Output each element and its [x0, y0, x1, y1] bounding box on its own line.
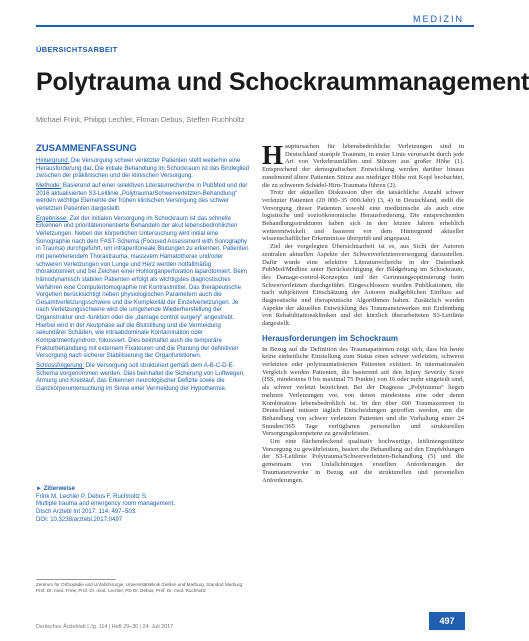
abstract-results: [36, 216, 250, 361]
body-paragraph: In Bezug auf die Definition des Traumapatienten zeigt sich, dass bis heute keine einheitliche Einstellung zum Status eines schwer verletzten, schwerst verletzten oder polytraumatisierten Patienten existiert. In internationalen Vergleich werden Patienten, die basierend auf den Injury Severity Score (ISS, mindestens 0 bis maximal 75 Punkte) von 16 oder mehr eingeteilt sind, als schwer verletzt bezeichnet. Bei der Diagnose „Polytrauma“ liegen mehrere Verletzungen vor, von denen mindestens eine oder deren Kombination lebensbedrohlich ist. In den über 600 Traumazentren in Deutschland müssen täglich Entscheidungen getroffen werden, um die Behandlung von schwer verletzten Patienten und die Vorhaltung einer 24 Stunden/365 Tage verfügbaren personellen und strukturellen Versorgungskompetenz zu gewährleisten.: [262, 345, 464, 438]
article-kicker: ÜBERSICHTSARBEIT: [36, 45, 118, 54]
citation-doi[interactable]: DOI: 10.3238/arztebl.2017.0497: [36, 516, 123, 523]
abstract-conclusion: [36, 363, 250, 394]
method-label: Methode:: [36, 182, 62, 189]
results-text: Ziel der initialen Versorgung im Schockraum ist das schnelle Erkennen und prioritätenorientierte Behandeln der akut lebensbedrohlichen Verletzungen. Neben der körperlichen Untersuchung wird initial eine Sonographie nach dem FAST-Schema (Focused Assessment with Sonography in Trauma) durchgeführt, um intraperitoneale Blutungen zu erkennen. Patienten mit penetrierendem Thoraxtrauma, massivem Hämatothorax und/oder schweren Verletzungen von Lunge und Herz werden notfallmäßig thorakotomiert und bei Zeichen einer Hohlorganperforation laparotomiert. Beim hämodynamisch stabilen Patienten erfolgt als wichtigstes diagnostisches Verfahren eine Computertomographie mit Kontrastmittel. Das therapeutische Vorgehen berücksichtigt neben physiologischen Parametern auch die Gesamtverletzungsschwere und die Komplexität der Einzelverletzungen. Je nach Verletzungsschwere wird die umgehende Wiederherstellung der Organstruktur und -funktion oder die „damage control surgery“ angestrebt. Hierbei wird in der Akutphase auf die Blutstillung und die Vermeidung sekundärer Schäden, wie intraabdominale Kontamination oder Kompartmentsyndrom, fokussiert. Dies beinhaltet auch die temporäre Frakturbehandlung mit externem Fixateuren und die Planung der definitiven Versorgung nach sicherer Stabilisierung der Organfunktionen.: [36, 215, 249, 360]
journal-footer: Deutsches Ärzteblatt | Jg. 114 | Heft 29–30 | 24. Juli 2017: [36, 624, 174, 630]
abstract-heading: ZUSAMMENFASSUNG: [36, 143, 137, 154]
section-label: MEDIZIN: [413, 14, 464, 24]
author-list: Michael Frink, Philipp Lechler, Florian Debus, Steffen Ruchholtz: [36, 115, 245, 124]
background-label: Hintergrund:: [36, 158, 70, 164]
conclusion-label: Schlussfolgerung:: [36, 363, 85, 370]
citation-journal: Dtsch Arztebl Int 2017; 114: 497–503.: [36, 508, 137, 515]
header-rule: [36, 25, 474, 27]
method-text: Basierend auf einer selektiven Literaturrecherche in PubMed und der 2016 aktualisierten S3-Leitlinie „Polytrauma/Schwerverletzten-Behandlung“ werden wichtige Elemente der frühen klinischen Versorgung des schwer verletzten Patienten dargestellt.: [36, 182, 248, 212]
results-label: Ergebnisse:: [36, 215, 68, 222]
citation-title: Multiple trauma and emergency room management.: [36, 501, 175, 508]
abstract-method: [36, 183, 250, 214]
section-subheading: Herausforderungen im Schockraum: [262, 333, 399, 343]
background-text: Die Versorgung schwer verletzter Patienten stellt weiterhin eine Herausforderung dar. Die initiale Behandlung im Schockraum ist das Bindeglied zwischen der präklinischen und der klinischen Versorgung.: [36, 158, 250, 180]
abstract-background: [36, 158, 250, 181]
body-text: auptursachen für lebensbedrohliche Verletzungen sind in Deutschland stumpfe Traumen, in erster Linie verursacht durch jede Art von Verkehrsunfällen und Stürzen aus großer Höhe (1). Entsprechend der demografischen Entwicklung werden darüber hinaus zunehmend ältere Patienten Stürze aus niedriger Höhe mit Kopf beobachtet, die zu schweren Schädel-Hirn-Traumata führen (2).: [262, 143, 464, 189]
drop-cap: H: [262, 140, 284, 170]
abstract-box: [36, 143, 250, 396]
footnote-rule: [36, 579, 116, 580]
body-column: [262, 140, 464, 484]
citation-authors: Frink M, Lechler P, Debus F, Ruchholtz S:: [36, 493, 148, 500]
arrow-right-icon: ►: [36, 486, 42, 492]
body-paragraph: Trotz der aktuellen Diskussion über die tatsächliche Anzahl schwer verletzter Patienten (20 000–35 000/Jahr) (3, 4) in Deutschland, stellt die Versorgung dieser Patienten sowohl eine medizinische als auch eine logistische und sozioökonomische Herausforderung. Die entsprechenden Behandlungsstrukturen haben sich in den letzten Jahren erheblich weiterentwickelt und basieren vor dem Hintergrund aktueller wissenschaftlicher Erkenntnisse überprüft und angepasst.: [262, 189, 464, 243]
citation-block: [36, 486, 236, 524]
conclusion-text: Die Versorgung soll strukturiert gemäß dem A-B-C-D-E-Schema vorgenommen werden. Dies beinhaltet die Sicherung von Luftwegen, Atmung und Kreislauf, das Erkennen neurologischer Defizite sowie die Ganzkörperuntersuchung im Sinne einer Vermeidung der Hypothermie.: [36, 363, 245, 393]
affiliation-footnote: Zentrum für Orthopädie und Unfallchirurgie, Universitätsklinik Gießen und Marburg, Standort Marburg: Prof. Dr. med. Frink, Prof. Dr. med. Lechler, PD Dr. Debus, Prof. Dr. med. Ruchholtz: [36, 582, 244, 593]
article-title: Polytrauma und Schockraummanagement: [36, 68, 529, 96]
page-number: 497: [429, 612, 465, 630]
body-paragraph: [262, 140, 464, 189]
citation-heading-row: [36, 486, 236, 494]
body-paragraph: Um eine flächendeckend qualitativ hochwertige, leitliniengestützte Versorgung zu gewährleisten, basiert die Behandlung auf den Empfehlungen der S3-Leitlinie Polytrauma/Schwerverletzten-Behandlung (5) und die gemeinsam von Unfallchirurgen erstellten Anforderungen der Traumanetzwerke in Bezug auf die strukturellen und personellen Anforderungen.: [262, 438, 464, 484]
body-paragraph: Ziel der vorgelegten Übersichtsarbeit ist es, aus Sicht der Autoren zentralen aktuellen Aspekte der Schwerverletztenversorgung darzustellen. Dafür wurde eine selektive Literaturrecherche in der Datenbank PubMed/Medline unter Berücksichtigung der Bildgebung im Schockraum, des Damage-control-Konzeptes und der Gerinnungsoptimierung beim Schwerverletzten durchgeführt. Eingeschlossen wurden Publikationen, die nach subjektiven Einschätzung der Autoren maßgeblichen Einfluss auf diagnostische und therapeutische Algorithmen haben. Zusätzlich werden Aspekte der aktuellen Entwicklung des Traumanetzwerkes mit Einbindung von Rehabilitationskliniken und der kürzlich überarbeiteten S3-Leitlinie dargestellt.: [262, 243, 464, 328]
citation-heading: Zitierweise: [43, 486, 75, 492]
